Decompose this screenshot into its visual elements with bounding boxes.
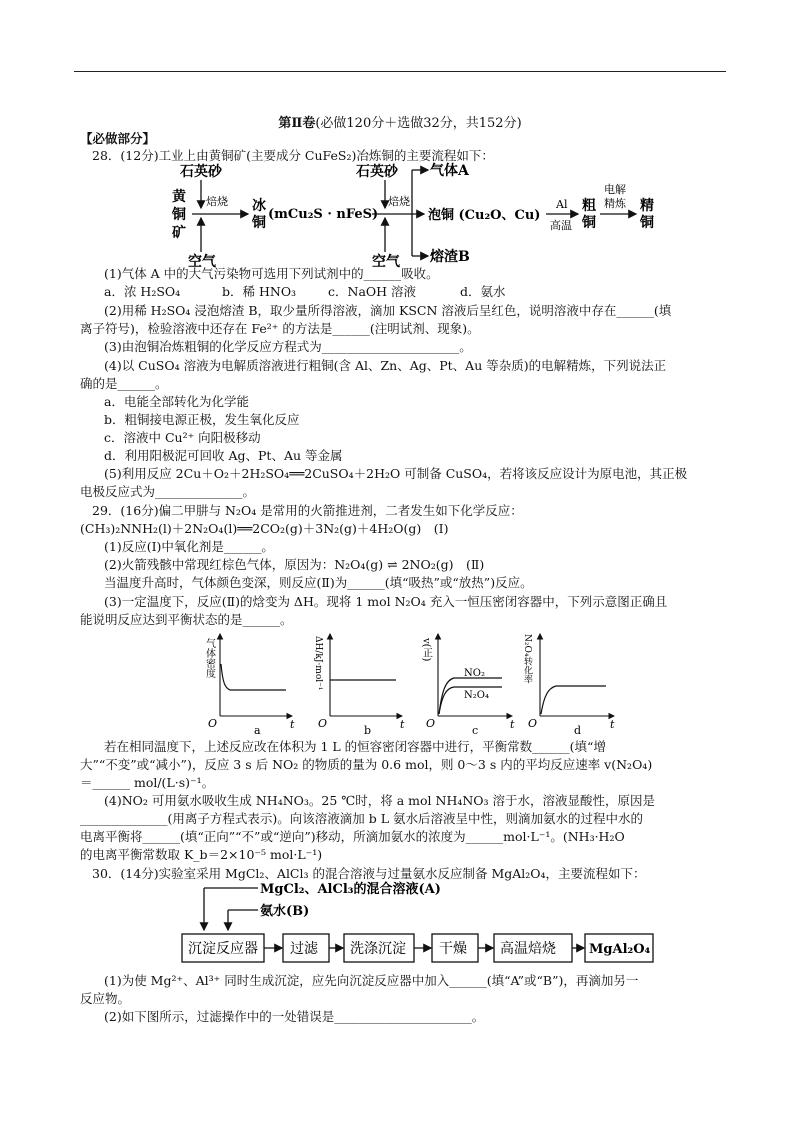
refined-char-2: 铜 [640,215,654,231]
q28-part5b: 电极反应式为______________。 [80,484,256,499]
q29-part3c: 若在相同温度下，上述反应改在体积为 1 L 的恒容密闭容器中进行，平衡常数______(填“增 [104,739,606,754]
graph-a [204,634,296,736]
q28-p4-opt-b: b．粗铜接电源正极，发生氧化反应 [104,412,300,427]
blister-copper: 泡铜 (Cu₂O、Cu) [428,208,541,223]
q29-part4c: 电离平衡将______(填“正向”“不”或“逆向”)移动，所滴加氨水的浓度为______mol·L⁻¹。(NH₃·H₂O [80,829,625,844]
ore-char-3: 矿 [172,225,186,241]
graph-d-origin: O [528,717,538,730]
graph-b-xlabel: t [400,718,405,731]
q29-part4a: (4)NO₂ 可用氨水吸收生成 NH₄NO₃。25 ℃时，将 a mol NH₄NO₃ 溶于水，溶液显酸性，原因是 [104,793,656,808]
graph-b-origin: O [318,717,328,730]
q28-flow-diagram [160,160,680,270]
box-high-temp-roast: 高温焙烧 [500,941,556,957]
q29-part3a: (3)一定温度下，反应(Ⅱ)的焓变为 ΔH。现将 1 mol N₂O₄ 充入一恒压密闭容器中，下列示意图正确且 [104,594,668,609]
electrolysis-label-1: 电解 [604,183,626,196]
q29-part4d: 的电离平衡常数取 K_b＝2×10⁻⁵ mol·L⁻¹) [80,847,323,862]
quartz-sand-1: 石英砂 [180,164,222,180]
air-1: 空气 [188,254,216,270]
quartz-sand-2: 石英砂 [356,164,398,180]
box-filtration: 过滤 [290,941,318,957]
section-title-bold: 第Ⅱ卷 [278,116,316,131]
graph-c-xlabel: t [510,718,515,731]
q28-part3: (3)由泡铜冶炼粗铜的化学反应方程式为______________________。 [104,339,472,354]
graph-a-xlabel: t [290,718,295,731]
graph-a-origin: O [208,717,218,730]
section-title [0,112,800,131]
graph-b [313,634,405,736]
al-label: Al [556,198,568,211]
q28-part4b: 确的是______。 [80,376,168,391]
box-wash-precipitate: 洗涤沉淀 [350,941,406,957]
matte-formula: (mCu₂S · nFeS) [268,207,379,222]
q28-part2a: (2)用稀 H₂SO₄ 浸泡熔渣 B，取少量所得溶液，滴加 KSCN 溶液后呈红色，说明溶液中存在______(填 [104,303,672,318]
gas-a: 气体A [430,163,469,179]
q30-part1a: (1)为使 Mg²⁺、Al³⁺ 同时生成沉淀，应先向沉淀反应器中加入______(填“A”或“B”)，再滴加另一 [104,973,639,988]
q30-part2: (2)如下图所示，过滤操作中的一处错误是______________________。 [104,1009,485,1024]
q29-stem: 29．(16分)偏二甲肼与 N₂O₄ 是常用的火箭推进剂，二者发生如下化学反应： [92,503,523,518]
ore-char-2: 铜 [172,207,186,223]
q28-opt-a: a．浓 H₂SO₄ [104,284,181,299]
graph-c-ylabel: v(正) [420,638,432,662]
q29-part3e: ＝______ mol/(L·s)⁻¹。 [80,775,215,790]
q30-part1b: 反应物。 [80,991,131,1006]
q28-opt-d: d．氨水 [460,284,506,299]
graph-d-ylabel: N₂O₄转化率 [522,634,532,684]
q29-part2b: 当温度升高时，气体颜色变深，则反应(Ⅱ)为______(填“吸热”或“放热”)反应。 [104,575,533,590]
mix-solution-label: MgCl₂、AlCl₃的混合溶液(A) [260,882,441,897]
q28-stem: 28．(12分)工业上由黄铜矿(主要成分 CuFeS₂)冶炼铜的主要流程如下： [92,148,494,163]
q29-part2a: (2)火箭残骸中常现红棕色气体，原因为：N₂O₄(g) ⇌ 2NO₂(g) (Ⅱ) [104,557,485,572]
matte-char-2: 铜 [252,215,266,231]
graph-b-tag: b [364,724,372,736]
required-part-heading: 【必做部分】 [80,131,156,146]
matte-char-1: 冰 [252,198,266,214]
graph-d-xlabel: t [610,718,615,731]
graph-b-ylabel: ΔH/kJ·mol⁻¹ [313,636,323,691]
q29-graphs [200,630,620,736]
ammonia-label: 氨水(B) [260,904,310,919]
q29-equation-1: (CH₃)₂NNH₂(l)＋2N₂O₄(l)══2CO₂(g)＋3N₂(g)＋4H₂O(g) (Ⅰ) [80,521,449,536]
section-title-rest: (必做120分＋选做32分，共152分) [315,116,522,131]
roast-label-2: 焙烧 [388,195,410,208]
q28-p4-opt-d: d．利用阳极泥可回收 Ag、Pt、Au 等金属 [104,448,343,463]
q29-part3b: 能说明反应达到平衡状态的是______。 [80,612,293,627]
q28-p4-opt-a: a．电能全部转化为化学能 [104,394,249,409]
graph-c-curve1: NO₂ [464,668,485,679]
graph-a-tag: a [254,724,261,736]
q29-part4b: ______________(用离子方程式表示)。向该溶液滴加 b L 氨水后溶液呈中性，则滴加氨水的过程中水的 [80,811,643,826]
q28-part1: (1)气体 A 中的大气污染物可选用下列试剂中的______吸收。 [104,266,439,281]
q28-opt-b: b．稀 HNO₃ [222,284,297,299]
q28-opt-c: c．NaOH 溶液 [328,284,417,299]
q29-part1: (1)反应(Ⅰ)中氧化剂是______。 [104,539,274,554]
graph-c-curve2: N₂O₄ [464,690,489,701]
graph-a-ylabel: 气体密度 [203,638,215,678]
q28-part4a: (4)以 CuSO₄ 溶液为电解质溶液进行粗铜(含 Al、Zn、Ag、Pt、Au 等杂质)的电解精炼，下列说法正 [104,358,667,373]
q28-p4-opt-c: c．溶液中 Cu²⁺ 向阳极移动 [104,430,261,445]
box-drying: 干燥 [439,941,467,957]
graph-c-tag: c [472,724,479,736]
q29-part3d: 大”“不变”或“减小”)，反应 3 s 后 NO₂ 的物质的量为 0.6 mol，则 0～3 s 内的平均反应速率 v(N₂O₄) [80,757,653,772]
q30-stem: 30．(14分)实验室采用 MgCl₂、AlCl₃ 的混合溶液与过量氨水反应制备 MgAl₂O₄，主要流程如下： [92,866,646,881]
high-temp-label: 高温 [550,219,572,232]
electrolysis-label-2: 精炼 [604,197,626,210]
q28-part2b: 离子符号)，检验溶液中还存在 Fe²⁺ 的方法是______(注明试剂、现象)。 [80,321,480,336]
refined-char-1: 精 [640,198,654,214]
crude-char-2: 铜 [582,215,596,231]
box-precipitation-reactor: 沉淀反应器 [188,941,258,957]
header-rule [74,71,726,72]
box-product: MgAl₂O₄ [589,942,651,957]
ore-char-1: 黄 [172,189,186,205]
slag-b: 熔渣B [430,249,470,265]
air-2: 空气 [372,254,400,270]
roast-label-1: 焙烧 [206,195,228,208]
q30-flow-diagram [180,878,690,970]
q28-part5a: (5)利用反应 2Cu＋O₂＋2H₂SO₄══2CuSO₄＋2H₂O 可制备 CuSO₄，若将该反应设计为原电池，其正极 [104,466,688,481]
graph-d [522,634,615,736]
crude-char-1: 粗 [582,198,596,214]
graph-c-origin: O [426,717,436,730]
graph-d-tag: d [574,724,582,736]
graph-c [421,634,516,736]
